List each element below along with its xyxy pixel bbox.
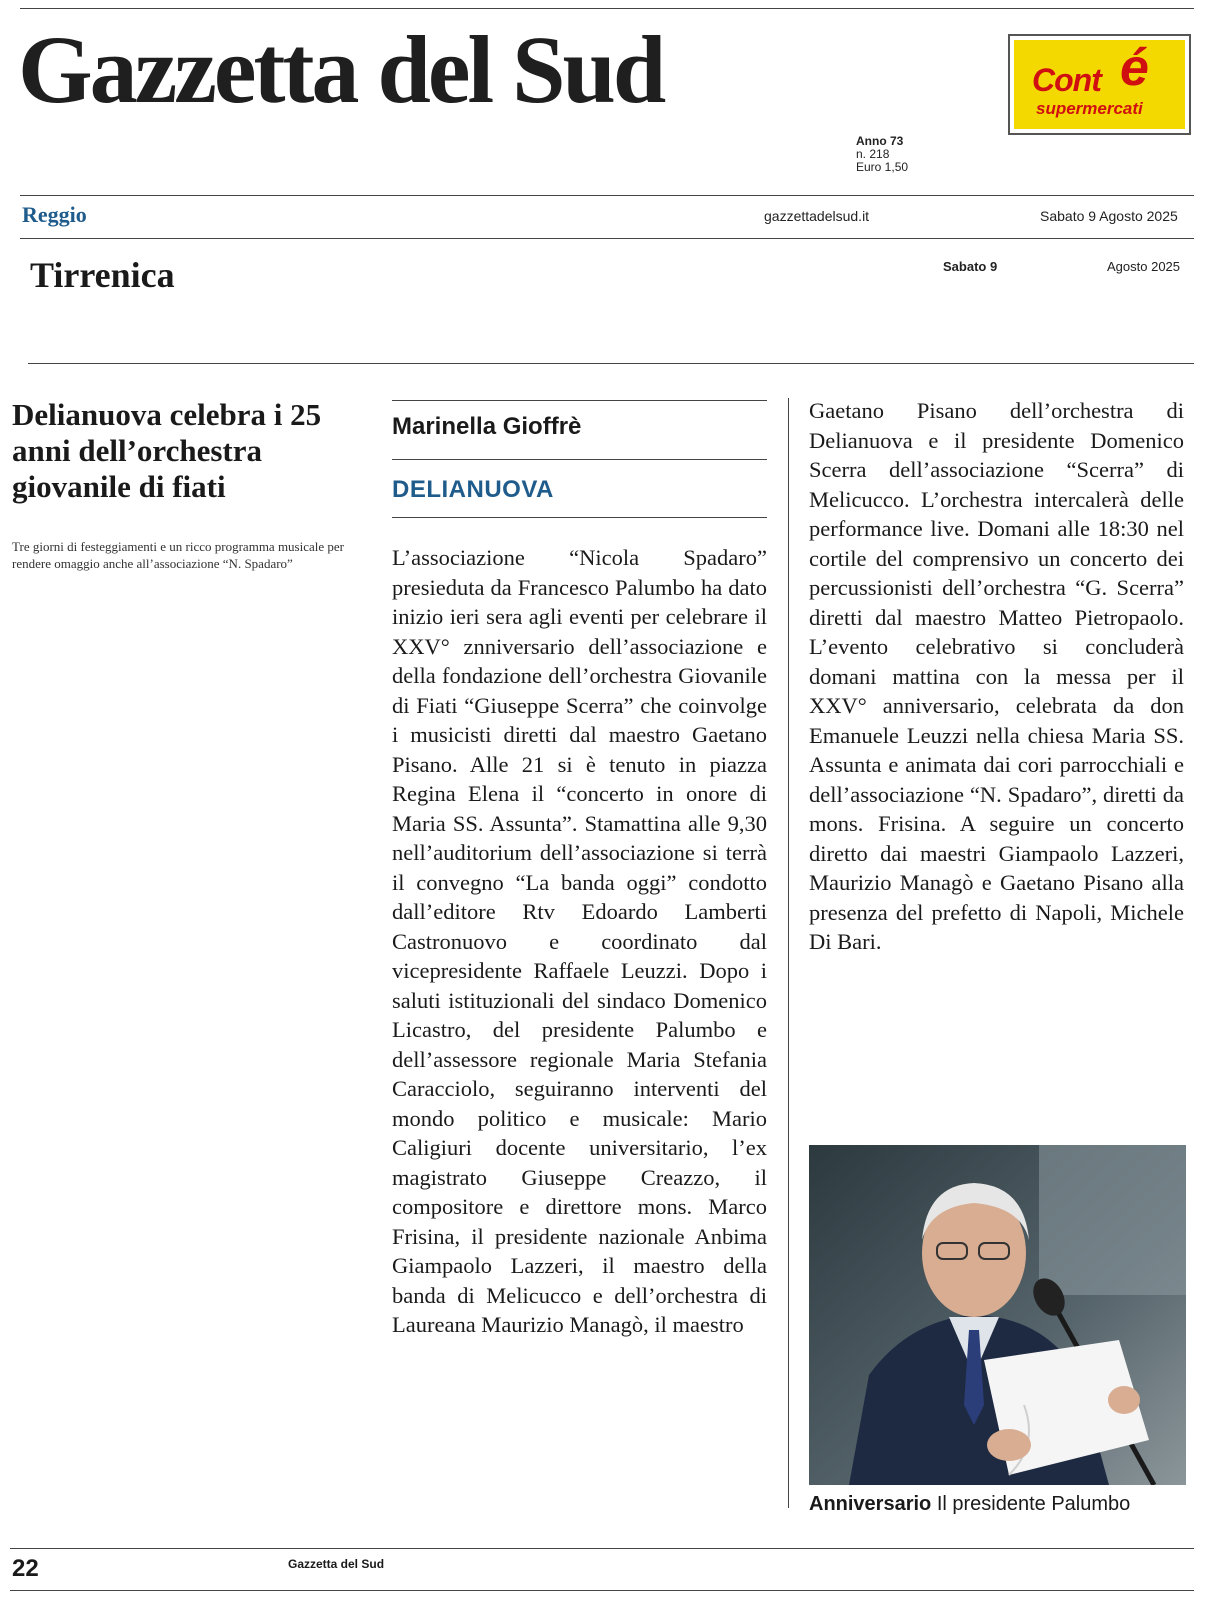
sponsor-logo-accent: é [1120, 39, 1149, 97]
subsection-day: Sabato 9 [943, 259, 998, 274]
author-rule-top [392, 400, 767, 401]
subsection-title: Tirrenica [30, 255, 175, 295]
section-label: Reggio [22, 202, 87, 227]
photo-caption-label: Anniversario [809, 1493, 932, 1515]
photo-caption [809, 1493, 1189, 1516]
footer-paper-name: Gazzetta del Sud [288, 1557, 385, 1571]
photo-caption-text: Il presidente Palumbo [936, 1493, 1131, 1515]
sponsor-logo-subtitle: supermercati [1036, 99, 1143, 118]
site-url: gazzettadelsud.it [764, 208, 870, 224]
author-rule-bottom [392, 459, 767, 460]
article-body-column-1: L’associazione “Nicola Spadaro” presieduta da Francesco Palumbo ha dato inizio ieri sera agli eventi per celebrare il XXV° znniversario dell’associazione e della fondazione dell’orchestra Giovanile di Fiati “Giuseppe Scerra” che coinvolge i musicisti diretti dal maestro Gaetano Pisano. Alle 21 si è tenuto in piazza Regina Elena il “concerto in onore di Maria SS. Assunta”. Stamattina alle 9,30 nell’auditorium dell’associazione si terrà il convegno “La banda oggi” condotto dall’editore Rtv Edoardo Lamberti Castronuovo e coordinato dal vicepresidente Raffaele Leuzzi. Dopo i saluti istituzionali del sindaco Domenico Licastro, del presidente Palumbo e dell’assessore regionale Maria Stefania Caracciolo, seguiranno interventi del mondo politico e musicale: Mario Caligiuri docente universitario, l’ex magistrato Giuseppe Creazzo, il compositore e direttore mons. Marco Frisina, il presidente nazionale Anbima Giampaolo Lazzeri, il maestro della banda di Melicucco e dell’orchestra di Laureana Maurizio Managò, il maestro [392, 545, 767, 1337]
page-number: 22 [12, 1555, 39, 1582]
issue-price: Euro 1,50 [856, 160, 909, 174]
issue-info [856, 135, 908, 174]
sponsor-logo [1008, 34, 1191, 135]
sponsor-logo-name: Cont [1032, 62, 1101, 98]
column-divider [788, 398, 789, 1508]
dateline-rule [392, 517, 767, 518]
article-dateline: DELIANUOVA [392, 476, 554, 503]
header-rule-top [20, 195, 1194, 196]
subsection-month-year: Agosto 2025 [1107, 259, 1181, 274]
article-headline: Delianuova celebra i 25 anni dell’orchestra giovanile di fiati [12, 397, 322, 504]
article-photo [809, 1145, 1186, 1485]
header-date: Sabato 9 Agosto 2025 [1040, 208, 1178, 224]
issue-year: Anno 73 [856, 134, 904, 148]
footer-rule [10, 1548, 1194, 1549]
issue-number: n. 218 [856, 147, 890, 161]
subsection-rule [28, 363, 1194, 364]
photo-illustration [809, 1145, 1186, 1485]
article-body-column-2: Gaetano Pisano dell’orchestra di Delianuova e il presidente Domenico Scerra dell’associazione “Scerra” di Melicucco. L’orchestra intercalerà delle performance live. Domani alle 18:30 nel cortile del comprensivo un concerto dei percussionisti dell’orchestra “G. Scerra” diretti dal maestro Matteo Pietropaolo. L’evento celebrativo si concluderà domani mattina con la messa per il XXV° anniversario, celebrata da don Emanuele Leuzzi nella chiesa Maria SS. Assunta e animata dai cori parrocchiali e dell’associazione “N. Spadaro”, diretti da mons. Frisina. A seguire un concerto diretto dai maestri Giampaolo Lazzeri, Maurizio Managò e Gaetano Pisano alla presenza del prefetto di Napoli, Michele Di Bari. [809, 398, 1184, 954]
masthead-title: Gazzetta del Sud [18, 16, 664, 123]
footer-rule-bottom [10, 1590, 1194, 1591]
header-rule-bottom [20, 238, 1194, 239]
article-subheadline: Tre giorni di festeggiamenti e un ricco programma musicale per rendere omaggio anche all’associazione “N. Spadaro” [12, 539, 345, 571]
article-author: Marinella Gioffrè [392, 413, 582, 440]
top-rule [20, 8, 1194, 9]
